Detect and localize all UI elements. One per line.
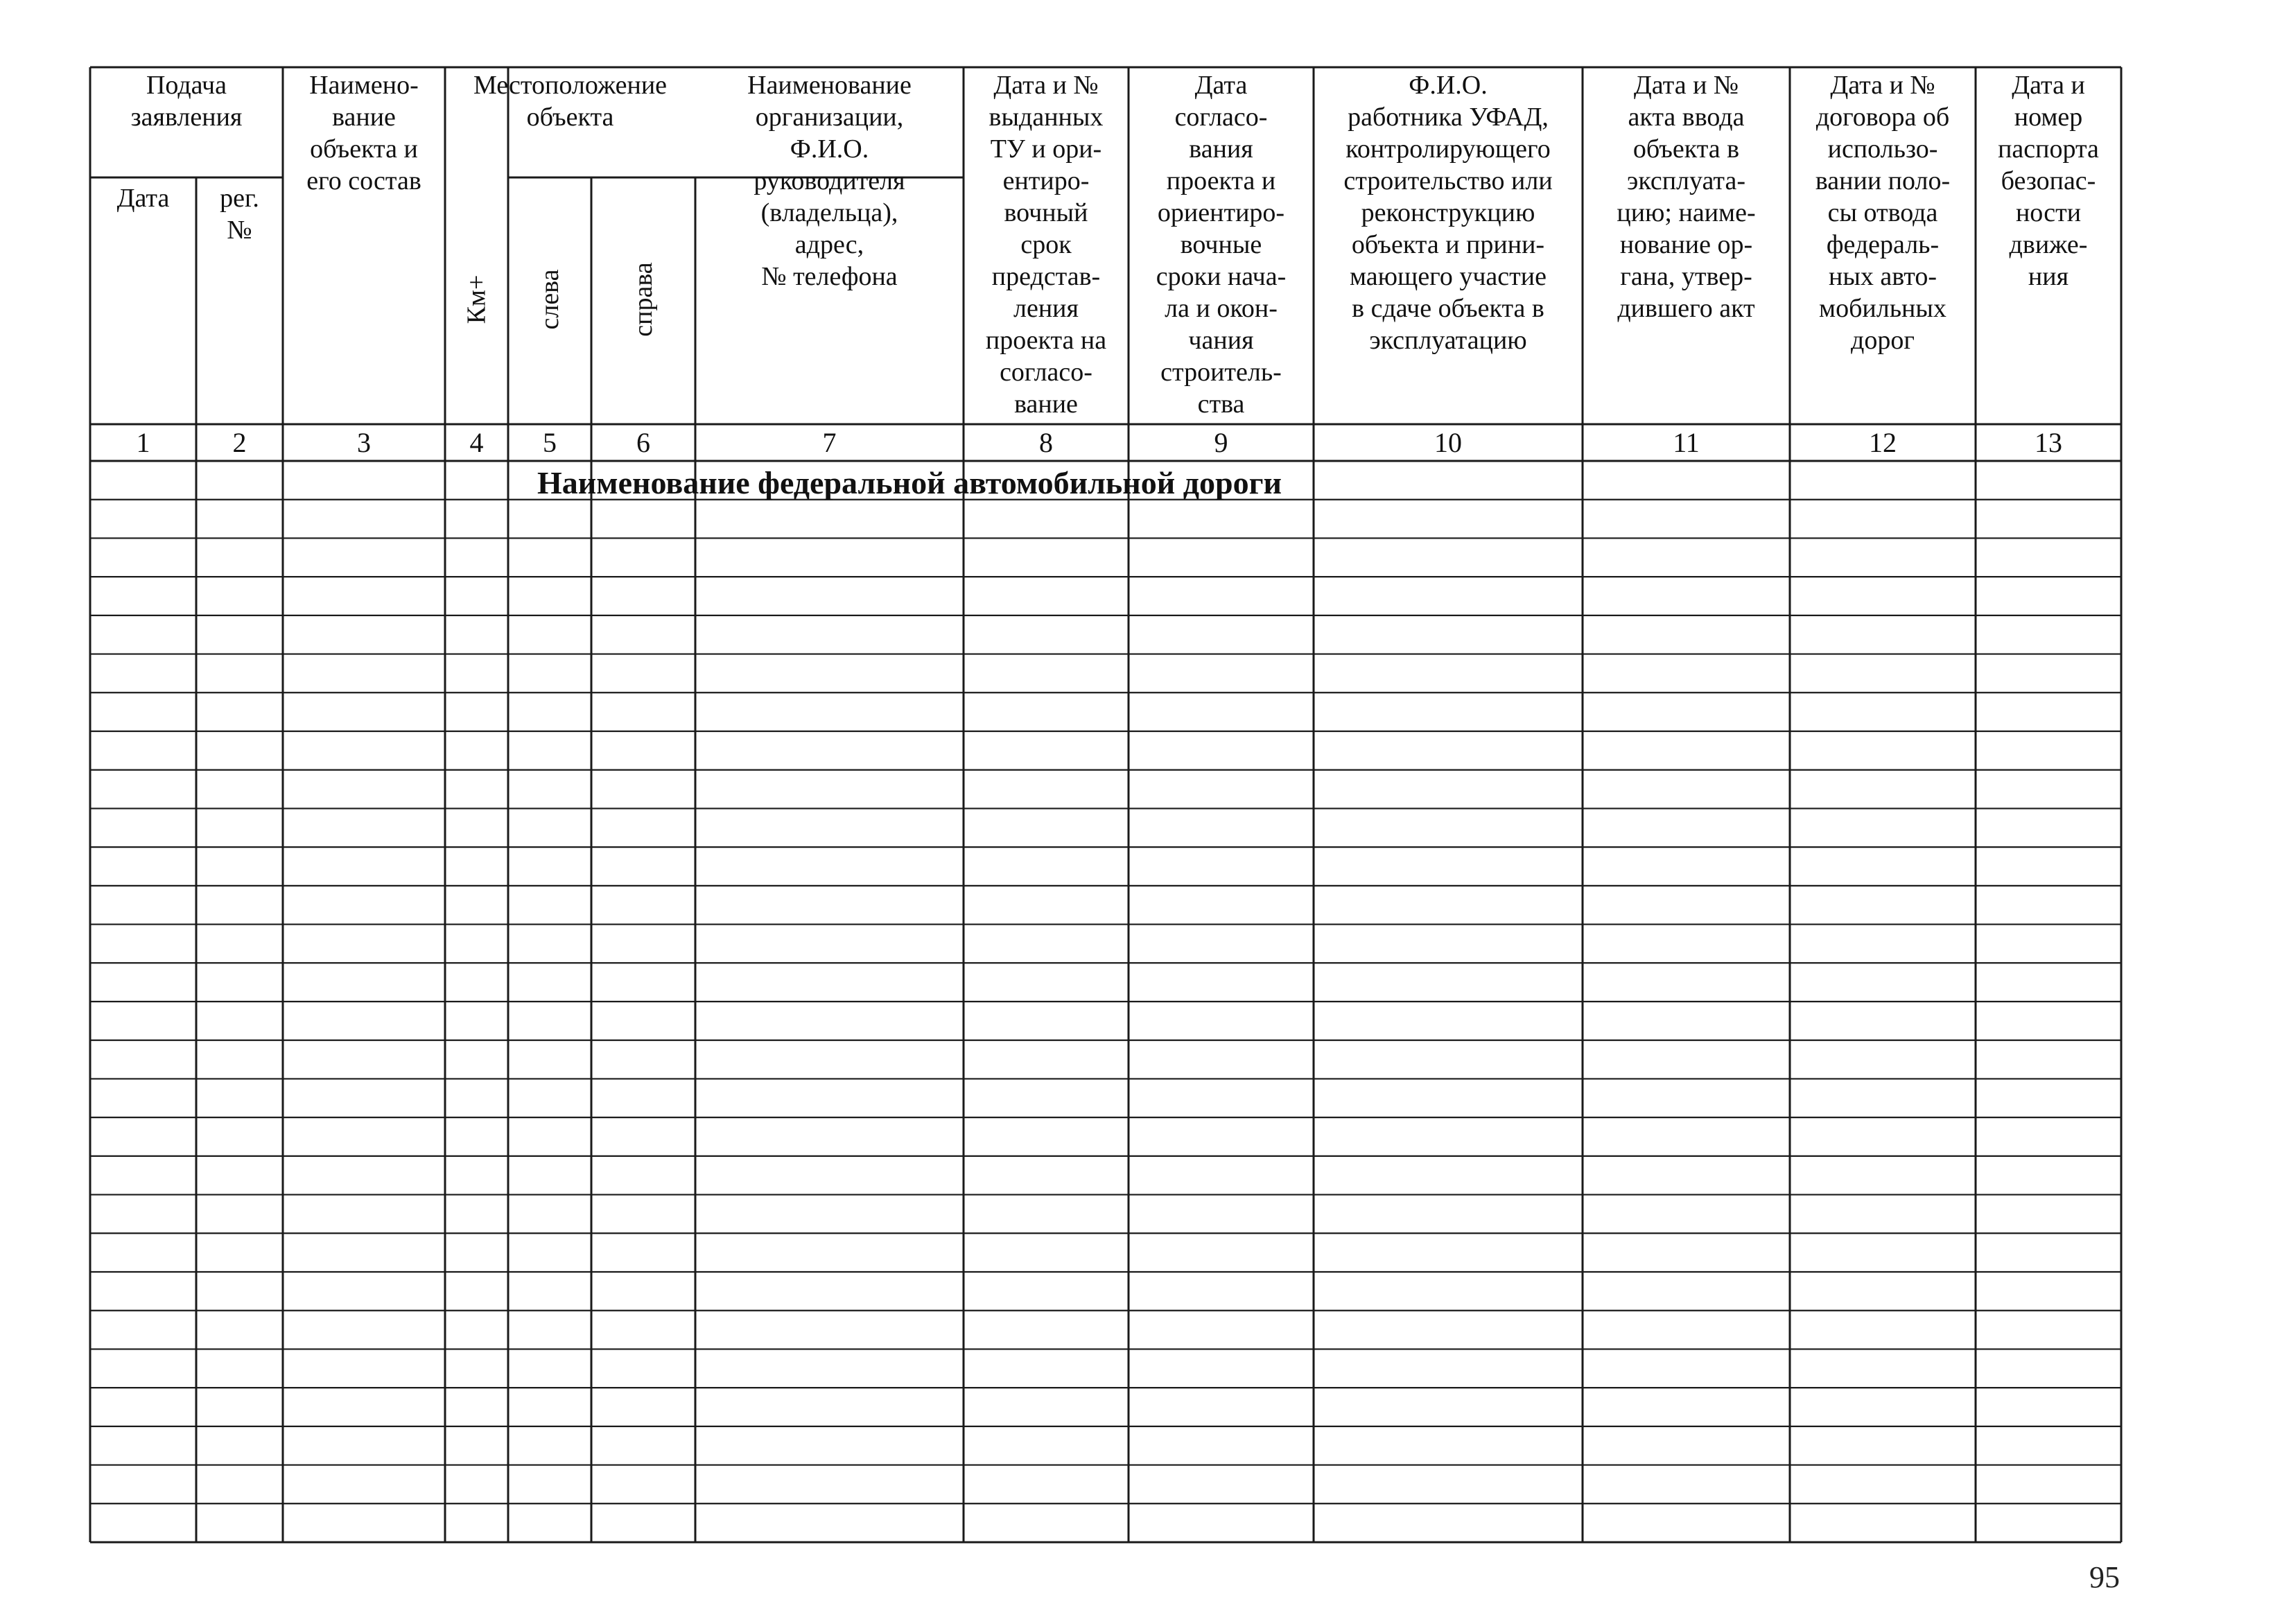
header-ufad-employee-line-6: объекта и прини- bbox=[1351, 230, 1545, 259]
header-object-name-line-4: его состав bbox=[306, 166, 421, 195]
header-ufad-employee-line-7: мающего участие bbox=[1350, 262, 1547, 291]
header-commissioning-act-line-4: эксплуата- bbox=[1627, 166, 1745, 195]
header-organization-line-1: Наименование bbox=[747, 71, 912, 100]
header-approval-date-line-6: вочные bbox=[1180, 230, 1262, 259]
header-reg-number-line-1: рег. bbox=[220, 184, 259, 213]
header-approval-date-line-11: ства bbox=[1197, 390, 1245, 419]
header-usage-contract-line-9: дорог bbox=[1851, 326, 1915, 355]
header-usage-contract-line-2: договора об bbox=[1815, 103, 1950, 132]
header-approval-date-line-4: проекта и bbox=[1166, 166, 1276, 195]
header-object-location-line-2: объекта bbox=[526, 103, 614, 132]
header-usage-contract-line-8: мобильных bbox=[1819, 294, 1946, 323]
header-commissioning-act-line-2: акта ввода bbox=[1628, 103, 1745, 132]
column-number-6: 6 bbox=[636, 427, 650, 458]
column-number-5: 5 bbox=[543, 427, 557, 458]
header-approval-date-line-3: вания bbox=[1189, 134, 1253, 164]
column-number-3: 3 bbox=[357, 427, 371, 458]
header-approval-date-line-9: чания bbox=[1188, 326, 1254, 355]
header-safety-passport-line-6: движе- bbox=[2009, 230, 2088, 259]
header-organization-line-5: (владельца), bbox=[760, 198, 898, 227]
column-number-2: 2 bbox=[232, 427, 247, 458]
header-organization-line-6: адрес, bbox=[794, 230, 864, 259]
header-object-name-line-1: Наимено- bbox=[309, 71, 419, 100]
header-organization-line-4: руководителя bbox=[754, 166, 905, 195]
header-tu-date-line-1: Дата и № bbox=[993, 71, 1099, 100]
column-number-9: 9 bbox=[1214, 427, 1228, 458]
header-safety-passport-line-2: номер bbox=[2014, 103, 2083, 132]
header-ufad-employee-line-2: работника УФАД, bbox=[1348, 103, 1549, 132]
header-commissioning-act-line-8: дившего акт bbox=[1617, 294, 1755, 323]
header-podacha-zayavleniya-line-2: заявления bbox=[130, 103, 243, 132]
header-object-name-line-2: вание bbox=[332, 103, 396, 132]
column-number-4: 4 bbox=[469, 427, 484, 458]
header-commissioning-act-line-5: цию; наиме- bbox=[1617, 198, 1756, 227]
column-number-13: 13 bbox=[2035, 427, 2062, 458]
header-commissioning-act-line-6: нование ор- bbox=[1619, 230, 1753, 259]
table-header bbox=[117, 71, 2099, 419]
header-commissioning-act-line-3: объекта в bbox=[1632, 134, 1740, 164]
header-tu-date-line-9: проекта на bbox=[985, 326, 1107, 355]
header-safety-passport-line-5: ности bbox=[2015, 198, 2082, 227]
header-safety-passport-line-1: Дата и bbox=[2012, 71, 2085, 100]
header-tu-date-line-7: представ- bbox=[991, 262, 1101, 291]
header-usage-contract-line-6: федераль- bbox=[1826, 230, 1940, 259]
header-right: справа bbox=[629, 262, 658, 337]
header-object-location-line-1: Местоположение bbox=[473, 71, 668, 100]
column-number-11: 11 bbox=[1673, 427, 1700, 458]
header-commissioning-act-line-1: Дата и № bbox=[1633, 71, 1739, 100]
header-approval-date-line-5: ориентиро- bbox=[1157, 198, 1285, 227]
page-number: 95 bbox=[2089, 1560, 2120, 1594]
header-organization-line-7: № телефона bbox=[761, 262, 898, 291]
header-organization-line-3: Ф.И.О. bbox=[790, 134, 869, 164]
header-left: слева bbox=[535, 269, 564, 330]
header-usage-contract-line-1: Дата и № bbox=[1830, 71, 1935, 100]
column-number-row bbox=[137, 427, 2063, 458]
header-ufad-employee-line-9: эксплуатацию bbox=[1369, 326, 1527, 355]
header-tu-date-line-4: ентиро- bbox=[1002, 166, 1090, 195]
header-reg-number-line-2: № bbox=[227, 216, 252, 245]
header-approval-date-line-7: сроки нача- bbox=[1156, 262, 1287, 291]
column-number-12: 12 bbox=[1869, 427, 1897, 458]
header-tu-date-line-10: согласо- bbox=[1000, 358, 1092, 387]
column-number-8: 8 bbox=[1039, 427, 1053, 458]
header-safety-passport-line-3: паспорта bbox=[1998, 134, 2099, 164]
header-tu-date-line-5: вочный bbox=[1004, 198, 1088, 227]
header-approval-date-line-1: Дата bbox=[1194, 71, 1248, 100]
header-object-name-line-3: объекта и bbox=[310, 134, 418, 164]
header-commissioning-act-line-7: гана, утвер- bbox=[1620, 262, 1752, 291]
header-organization-line-2: организации, bbox=[755, 103, 904, 132]
column-number-10: 10 bbox=[1434, 427, 1462, 458]
header-ufad-employee-line-5: реконструкцию bbox=[1361, 198, 1535, 227]
header-safety-passport-line-4: безопас- bbox=[2001, 166, 2096, 195]
header-tu-date-line-8: ления bbox=[1013, 294, 1079, 323]
header-tu-date-line-11: вание bbox=[1014, 390, 1078, 419]
header-safety-passport-line-7: ния bbox=[2028, 262, 2069, 291]
header-tu-date-line-6: срок bbox=[1020, 230, 1072, 259]
header-ufad-employee-line-3: контролирующего bbox=[1345, 134, 1551, 164]
table-grid bbox=[90, 67, 2121, 1542]
header-tu-date-line-3: ТУ и ори- bbox=[990, 134, 1102, 164]
header-podacha-zayavleniya-line-1: Подача bbox=[146, 71, 227, 100]
column-number-1: 1 bbox=[136, 427, 150, 458]
header-ufad-employee-line-8: в сдаче объекта в bbox=[1352, 294, 1544, 323]
header-tu-date-line-2: выданных bbox=[988, 103, 1104, 132]
section-title-road-name: Наименование федеральной автомобильной дороги bbox=[537, 465, 1282, 500]
header-usage-contract-line-3: использо- bbox=[1827, 134, 1938, 164]
header-ufad-employee-line-4: строительство или bbox=[1343, 166, 1553, 195]
header-km: Км+ bbox=[462, 274, 491, 324]
header-usage-contract-line-7: ных авто- bbox=[1829, 262, 1937, 291]
header-approval-date-line-8: ла и окон- bbox=[1165, 294, 1278, 323]
column-number-7: 7 bbox=[822, 427, 837, 458]
header-ufad-employee-line-1: Ф.И.О. bbox=[1409, 71, 1488, 100]
header-usage-contract-line-4: вании поло- bbox=[1815, 166, 1951, 195]
header-approval-date-line-10: строитель- bbox=[1160, 358, 1282, 387]
header-usage-contract-line-5: сы отвода bbox=[1827, 198, 1938, 227]
header-approval-date-line-2: согласо- bbox=[1174, 103, 1268, 132]
header-data-line-1: Дата bbox=[116, 184, 170, 213]
